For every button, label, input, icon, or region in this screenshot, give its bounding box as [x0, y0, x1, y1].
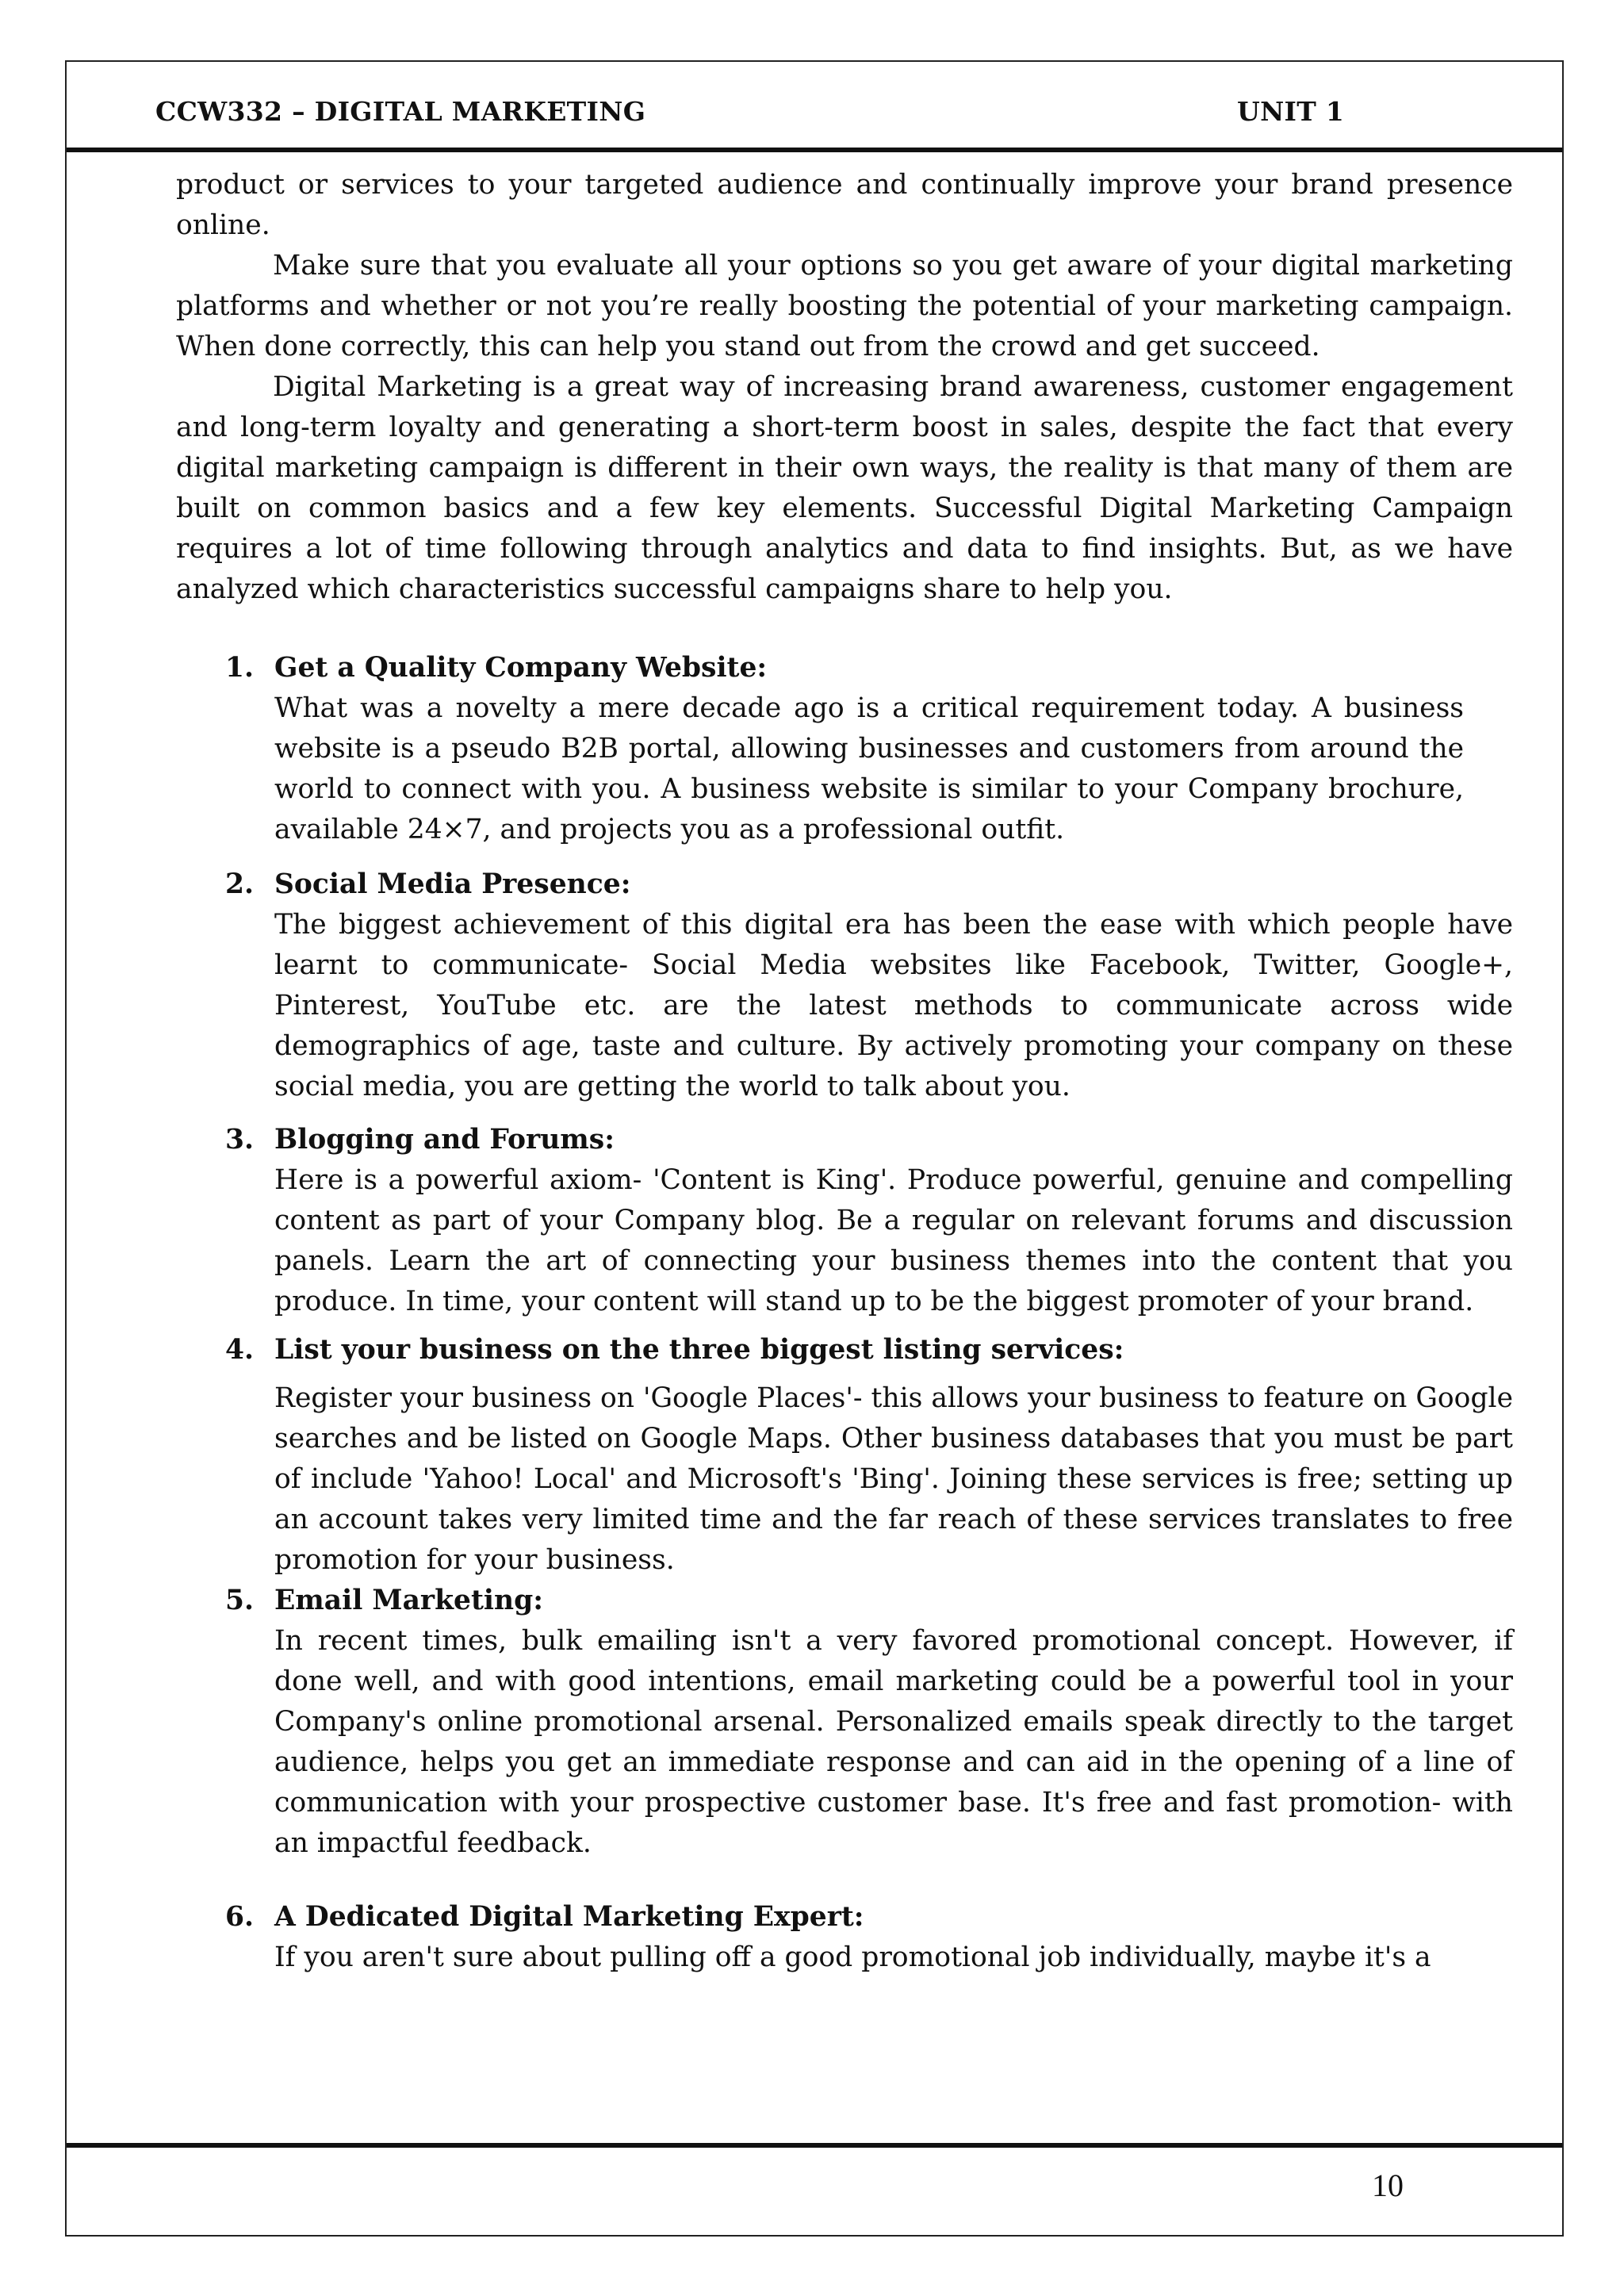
- footer-rule: [67, 2143, 1562, 2148]
- item-number: 6.: [225, 1901, 255, 1933]
- item-title: Blogging and Forums:: [274, 1124, 615, 1156]
- page-number: 10: [1372, 2168, 1404, 2203]
- item-title: Get a Quality Company Website:: [274, 652, 768, 684]
- item-body: The biggest achievement of this digital era has been the ease with which people have learnt to communicate- Social Media websites like Facebook, Twitter, Google+, Pinterest, YouTube etc. are the latest methods to communicate across wide demographics of age, taste and culture. By actively promoting your company on these social media, you are getting the world to talk about you.: [274, 909, 1513, 1102]
- item-number: 3.: [225, 1124, 255, 1156]
- item-title: List your business on the three biggest listing services:: [274, 1334, 1124, 1366]
- item-title: Social Media Presence:: [274, 868, 631, 900]
- list-item: [176, 1581, 1513, 1864]
- item-number: 4.: [225, 1334, 255, 1366]
- item-number: 2.: [225, 868, 255, 900]
- item-title: A Dedicated Digital Marketing Expert:: [274, 1901, 864, 1933]
- item-body: Here is a powerful axiom- 'Content is King'. Produce powerful, genuine and compelling content as part of your Company blog. Be a regular on relevant forums and discussion panels. Learn the art of connecting your business themes into the content that you produce. In time, your content will stand up to be the biggest promoter of your brand.: [274, 1164, 1513, 1317]
- page-content: [176, 165, 1513, 1978]
- campaign-elements-list: [176, 648, 1513, 1978]
- item-number: 1.: [225, 652, 255, 684]
- item-title: Email Marketing:: [274, 1585, 543, 1616]
- list-item: [176, 1120, 1513, 1322]
- unit-label: UNIT 1: [1237, 96, 1345, 127]
- list-item: [176, 1330, 1513, 1581]
- header-rule: [67, 148, 1562, 152]
- list-item: [176, 1897, 1513, 1978]
- intro-paragraph: Digital Marketing is a great way of increasing brand awareness, customer engagement and long-term loyalty and generating a short-term boost in sales, despite the fact that every digital marketing campaign is different in their own ways, the reality is that many of them are built on common basics and a few key elements. Successful Digital Marketing Campaign requires a lot of time following through analytics and data to find insights. But, as we have analyzed which characteristics successful campaigns share to help you.: [176, 371, 1513, 605]
- item-body: In recent times, bulk emailing isn't a very favored promotional concept. However, if done well, and with good intentions, email marketing could be a powerful tool in your Company's online promotional arsenal. Personalized emails speak directly to the target audience, helps you get an immediate response and can aid in the opening of a line of communication with your prospective customer base. It's free and fast promotion- with an impactful feedback.: [274, 1625, 1513, 1859]
- intro-paragraph: Make sure that you evaluate all your options so you get aware of your digital marketing platforms and whether or not you’re really boosting the potential of your marketing campaign. When done correctly, this can help you stand out from the crowd and get succeed.: [176, 250, 1513, 362]
- list-item: [176, 648, 1513, 850]
- item-body: If you aren't sure about pulling off a good promotional job individually, maybe it's a: [274, 1941, 1431, 1973]
- list-item: [176, 864, 1513, 1107]
- item-body: What was a novelty a mere decade ago is a critical requirement today. A business website is a pseudo B2B portal, allowing businesses and customers from around the world to connect with you. A business website is similar to your Company brochure, available 24×7, and projects you as a professional outfit.: [274, 692, 1464, 845]
- item-number: 5.: [225, 1585, 255, 1616]
- intro-paragraph: product or services to your targeted audience and continually improve your brand presence online.: [176, 169, 1513, 241]
- course-title: CCW332 – DIGITAL MARKETING: [155, 96, 646, 127]
- item-body: Register your business on 'Google Places'- this allows your business to feature on Google searches and be listed on Google Maps. Other business databases that you must be part of include 'Yahoo! Local' and Microsoft's 'Bing'. Joining these services is free; setting up an account takes very limited time and the far reach of these services translates to free promotion for your business.: [274, 1382, 1513, 1576]
